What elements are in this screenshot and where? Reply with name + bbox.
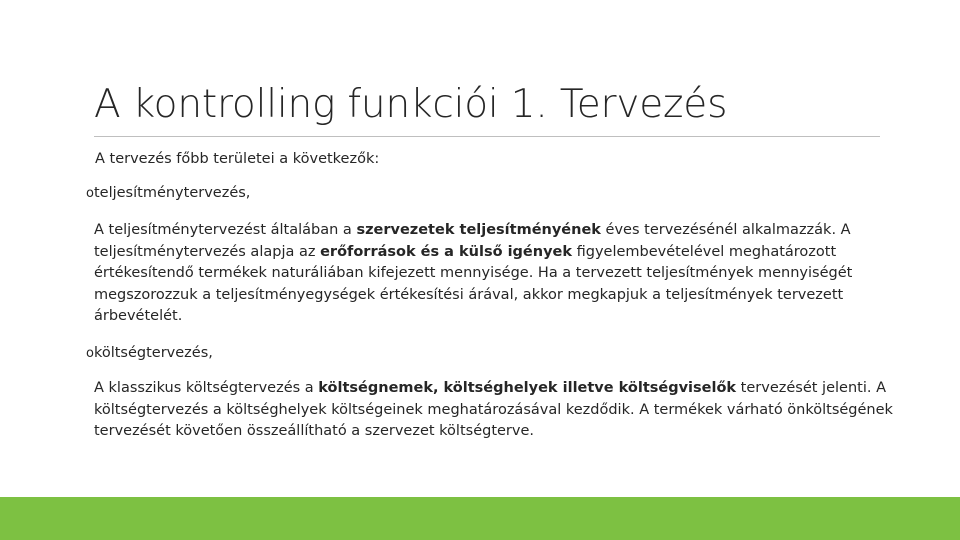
- paragraph-text: tervezését jelenti. A költségtervezés a költséghelyek költségeinek meghatározásával kezdődik. A termékek várható önköltségének tervezését követően összeállítható a szervezet költségterve.: [94, 380, 893, 439]
- bullet-performance-planning: [86, 185, 250, 201]
- bullet-cost-planning: [86, 345, 213, 361]
- bullet-marker: o: [86, 346, 94, 361]
- paragraph-bold-text: erőforrások és a külső igények: [320, 243, 573, 260]
- paragraph-text: A klasszikus költségtervezés a: [94, 380, 319, 396]
- cost-planning-paragraph: [94, 378, 894, 443]
- bullet-marker: o: [86, 186, 94, 201]
- paragraph-bold-text: szervezetek teljesítményének: [356, 222, 601, 238]
- bullet-label: teljesítménytervezés,: [93, 185, 251, 201]
- performance-planning-paragraph: [94, 220, 894, 328]
- paragraph-text: A teljesítménytervezést általában a: [94, 222, 357, 238]
- paragraph-text: éves tervezésénél alkalmazzák. A teljesítménytervezés alapja az: [94, 222, 851, 260]
- title-divider: [94, 136, 880, 137]
- slide-title: A kontrolling funkciói 1. Tervezés: [94, 82, 728, 127]
- paragraph-bold-text: költségnemek, költséghelyek illetve költségviselők: [318, 380, 737, 396]
- footer-accent-bar: [0, 497, 960, 540]
- paragraph-text: figyelembevételével meghatározott értékesítendő termékek naturáliában kifejezett mennyisége. Ha a tervezett teljesítmények mennyiségét megszorozzuk a teljesítményegységek értékesítési árával, akkor megkapjuk a teljesítmények tervezett árbevételét.: [94, 243, 853, 324]
- bullet-label: költségtervezés,: [93, 345, 213, 361]
- intro-text: A tervezés főbb területei a következők:: [95, 151, 380, 167]
